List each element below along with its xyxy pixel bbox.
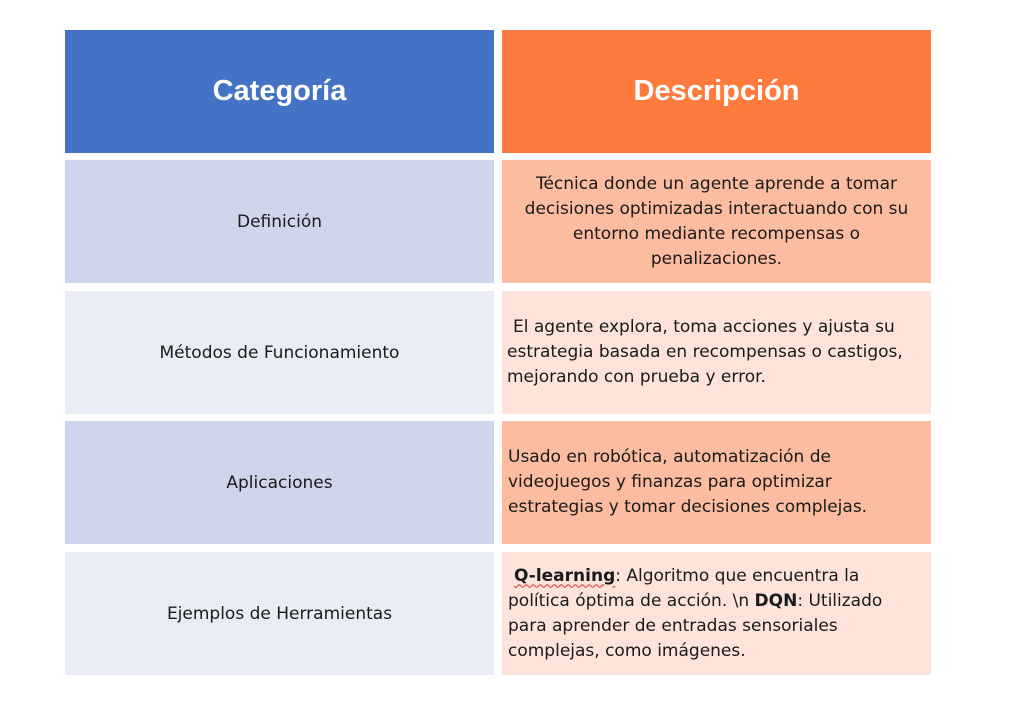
category-cell-applications [65,421,494,544]
header-description [502,30,931,153]
description-text: Usado en robótica, automatización de videojuegos y finanzas para optimizar estrategias y tomar decisiones complejas. [508,447,868,517]
category-cell-tools [65,552,494,675]
header-category [65,30,494,153]
category-label: Métodos de Funcionamiento [159,342,400,363]
category-cell-definition [65,160,494,283]
description-cell-tools [502,552,931,675]
keyword-q-learning: Q-learning [514,565,616,586]
header-category-label: Categoría [212,75,347,107]
description-fragment: : Algoritmo que encuentra la política óptima de acción. \n [508,565,860,611]
description-cell-applications [502,421,931,544]
category-cell-methods [65,291,494,414]
header-description-label: Descripción [633,75,800,107]
description-cell-methods [502,291,931,414]
description-text [508,564,917,664]
description-fragment: : Utilizado para aprender de entradas sensoriales complejas, como imágenes. [508,590,883,661]
keyword-dqn: DQN [754,590,798,611]
category-label: Ejemplos de Herramientas [166,603,393,624]
category-label: Definición [237,211,322,232]
description-text: El agente explora, toma acciones y ajusta su estrategia basada en recompensas o castigos, mejorando con prueba y error. [507,317,903,387]
description-text: Técnica donde un agente aprende a tomar decisiones optimizadas interactuando con su entorno mediante recompensas o penalizaciones. [524,173,909,269]
description-cell-definition [502,160,931,283]
category-label: Aplicaciones [226,472,333,493]
